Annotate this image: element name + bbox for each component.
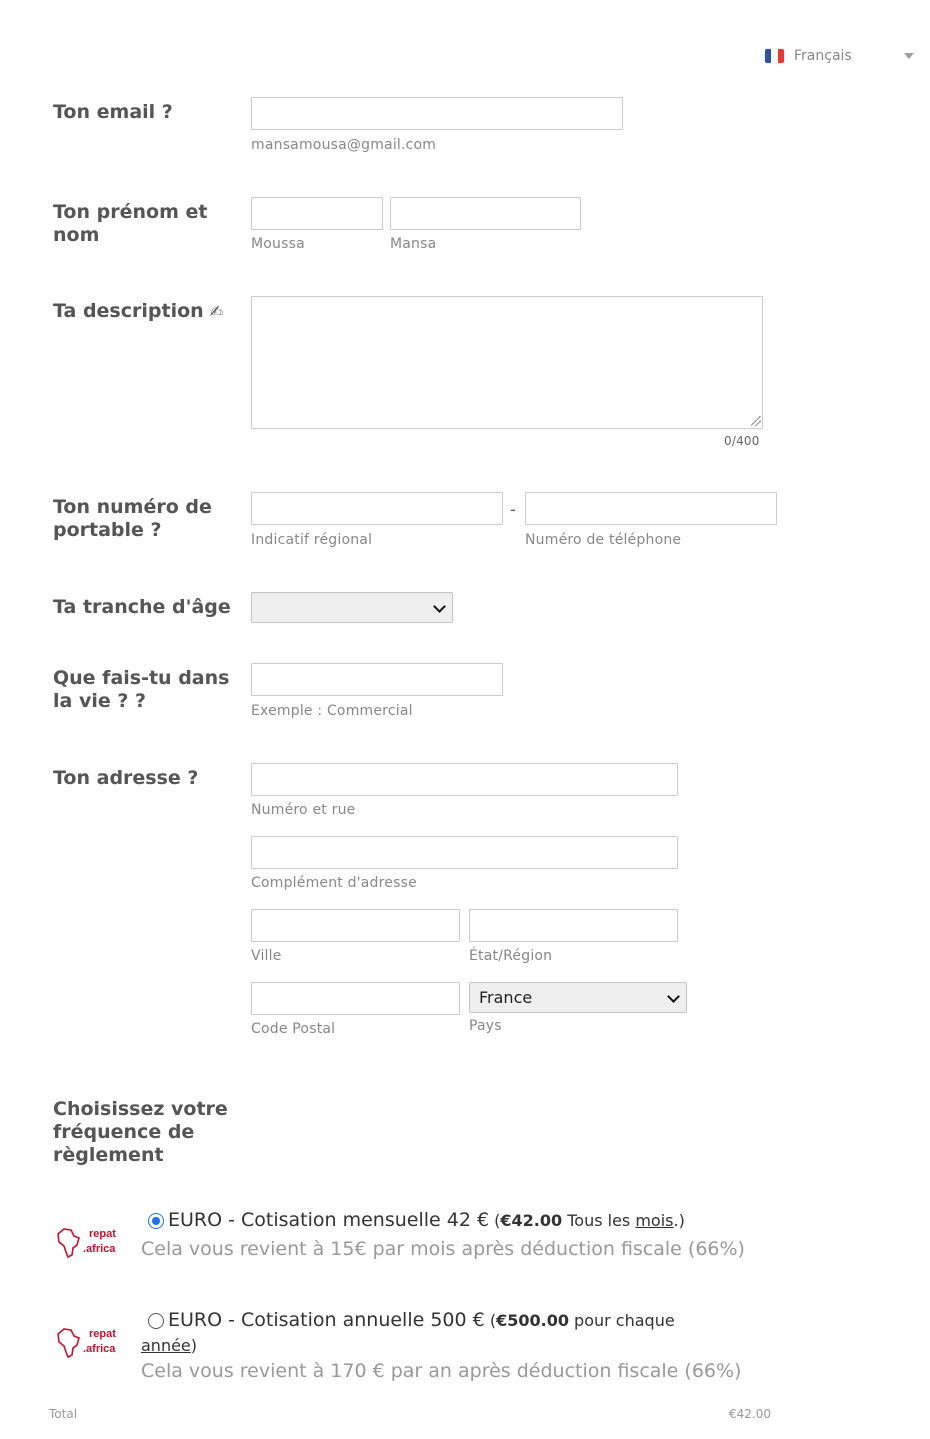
- writing-hand-icon: ✍: [209, 302, 224, 321]
- monthly-option-price: (€42.00 Tous les mois.): [489, 1211, 685, 1230]
- phone-area-code-input[interactable]: [251, 492, 503, 525]
- payment-frequency-label: Choisissez votre fréquence de règlement: [53, 1098, 228, 1166]
- description-label-text: Ta description: [53, 300, 204, 322]
- street-input[interactable]: [251, 763, 678, 796]
- email-input[interactable]: [251, 97, 623, 130]
- postal-code-sublabel: Code Postal: [251, 1021, 336, 1037]
- monthly-option-name: EURO - Cotisation mensuelle 42 €: [168, 1209, 490, 1231]
- country-value: France: [479, 988, 533, 1007]
- language-label: Français: [794, 48, 852, 64]
- country-select[interactable]: [469, 982, 687, 1013]
- monthly-option-title[interactable]: [168, 1209, 768, 1232]
- total-label: Total: [49, 1407, 78, 1421]
- french-flag-icon: [765, 49, 784, 63]
- region-sublabel: État/Région: [469, 948, 553, 964]
- logo-text-africa: .africa: [83, 1243, 116, 1255]
- age-label: Ta tranche d'âge: [53, 596, 231, 618]
- city-sublabel: Ville: [251, 948, 282, 964]
- phone-number-input[interactable]: [525, 492, 777, 525]
- language-selector[interactable]: [765, 45, 920, 67]
- first-name-sublabel: Moussa: [251, 236, 305, 252]
- yearly-option-radio[interactable]: [148, 1313, 164, 1329]
- logo-text-repat: repat: [89, 1328, 116, 1340]
- postal-code-input[interactable]: [251, 982, 460, 1015]
- phone-area-sublabel: Indicatif régional: [251, 532, 373, 548]
- yearly-frequency-line: année): [141, 1336, 198, 1355]
- total-value: €42.00: [729, 1407, 771, 1421]
- job-sublabel: Exemple : Commercial: [251, 703, 413, 719]
- first-name-input[interactable]: [251, 197, 383, 230]
- email-label: Ton email ?: [53, 101, 173, 123]
- name-label: Ton prénom et nom: [53, 201, 208, 246]
- yearly-frequency-link[interactable]: année: [141, 1336, 191, 1355]
- phone-label: Ton numéro de portable ?: [53, 496, 212, 541]
- age-range-select[interactable]: [251, 592, 453, 623]
- resize-handle-icon[interactable]: [751, 416, 761, 426]
- logo-text-repat: repat: [89, 1228, 116, 1240]
- region-input[interactable]: [469, 909, 678, 942]
- last-name-input[interactable]: [390, 197, 581, 230]
- monthly-option-description: Cela vous revient à 15€ par mois après déduction fiscale (66%): [141, 1238, 745, 1260]
- country-sublabel: Pays: [469, 1018, 502, 1034]
- caret-down-icon: [904, 53, 914, 59]
- job-input[interactable]: [251, 663, 503, 696]
- repat-africa-logo: [55, 1224, 127, 1260]
- address-complement-sublabel: Complément d'adresse: [251, 875, 417, 891]
- yearly-option-price: (€500.00 pour chaque: [484, 1311, 675, 1330]
- chevron-down-icon: [433, 600, 446, 613]
- address-label: Ton adresse ?: [53, 767, 199, 789]
- yearly-option-name: EURO - Cotisation annuelle 500 €: [168, 1309, 485, 1331]
- description-label: [53, 300, 243, 323]
- description-counter: 0/400: [724, 434, 760, 448]
- monthly-frequency-link: mois: [635, 1211, 674, 1230]
- description-textarea[interactable]: [251, 296, 763, 429]
- last-name-sublabel: Mansa: [390, 236, 437, 252]
- phone-number-sublabel: Numéro de téléphone: [525, 532, 682, 548]
- job-label: Que fais-tu dans la vie ? ?: [53, 667, 230, 712]
- monthly-option-radio[interactable]: [148, 1213, 164, 1229]
- street-sublabel: Numéro et rue: [251, 802, 356, 818]
- yearly-option-description: Cela vous revient à 170 € par an après déduction fiscale (66%): [141, 1360, 742, 1382]
- phone-separator: -: [510, 500, 516, 519]
- repat-africa-logo: [55, 1324, 127, 1360]
- logo-text-africa: .africa: [83, 1343, 116, 1355]
- city-input[interactable]: [251, 909, 460, 942]
- yearly-option-title[interactable]: [168, 1309, 728, 1332]
- email-sublabel: mansamousa@gmail.com: [251, 137, 437, 153]
- address-complement-input[interactable]: [251, 836, 678, 869]
- chevron-down-icon: [667, 990, 680, 1003]
